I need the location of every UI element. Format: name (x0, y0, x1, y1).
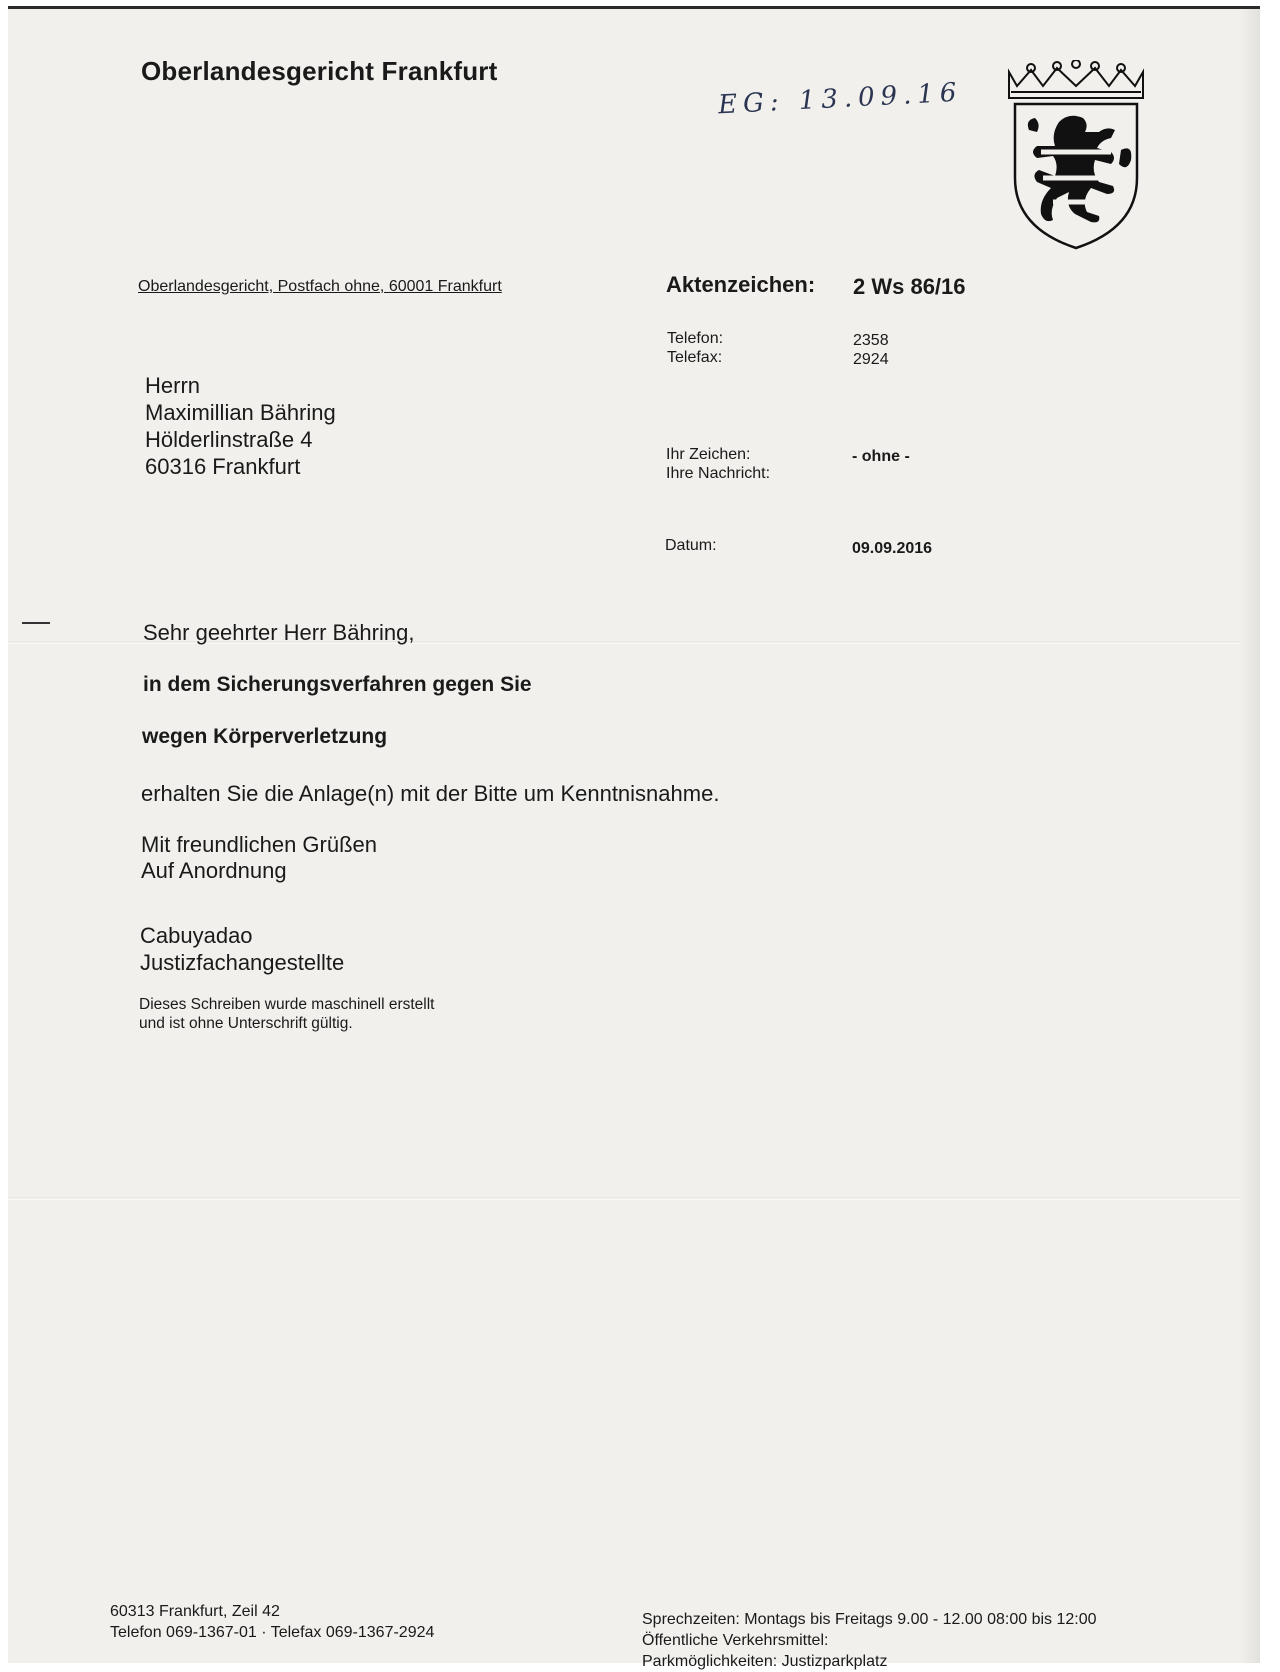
fold-line (8, 1197, 1260, 1200)
ihr-zeichen-label: Ihr Zeichen: (666, 446, 751, 463)
letter-subject-line-1: in dem Sicherungsverfahren gegen Sie (143, 673, 532, 696)
fold-mark (22, 622, 50, 624)
court-title: Oberlandesgericht Frankfurt (141, 56, 498, 86)
sender-return-address: Oberlandesgericht, Postfach ohne, 60001 Frankfurt (138, 278, 502, 295)
footer-address: 60313 Frankfurt, Zeil 42 (110, 1603, 280, 1620)
aktenzeichen-label: Aktenzeichen: (666, 272, 816, 297)
machine-notice-line-1: Dieses Schreiben wurde maschinell erstellt (139, 996, 435, 1013)
telefax-value: 2924 (853, 351, 889, 368)
recipient-salutation-line: Herrn (145, 373, 201, 398)
coat-of-arms-icon (1003, 60, 1149, 250)
datum-value: 09.09.2016 (852, 540, 933, 557)
footer-phone-fax: Telefon 069-1367-01 · Telefax 069-1367-2924 (110, 1624, 435, 1641)
recipient-city: 60316 Frankfurt (145, 454, 301, 479)
letter-closing-2: Auf Anordnung (141, 858, 287, 883)
datum-label: Datum: (665, 537, 717, 554)
machine-notice-line-2: und ist ohne Unterschrift gültig. (139, 1015, 353, 1032)
letter-body: erhalten Sie die Anlage(n) mit der Bitte um Kenntnisnahme. (141, 781, 720, 806)
ihre-nachricht-label: Ihre Nachricht: (666, 465, 771, 482)
footer-hours: Sprechzeiten: Montags bis Freitags 9.00 - 12.00 08:00 bis 12:00 (642, 1611, 1097, 1628)
footer-transit: Öffentliche Verkehrsmittel: (642, 1632, 829, 1649)
signer-title: Justizfachangestellte (140, 950, 345, 975)
aktenzeichen-value: 2 Ws 86/16 (853, 274, 966, 299)
telefon-value: 2358 (853, 332, 889, 349)
handwritten-receipt-note: EG: 13.09.16 (717, 77, 964, 121)
recipient-address (145, 372, 336, 480)
letter-closing-1: Mit freundlichen Grüßen (141, 832, 377, 857)
footer-contact (110, 1601, 434, 1643)
letter-greeting: Sehr geehrter Herr Bähring, (143, 620, 415, 645)
ihr-zeichen-value: - ohne - (852, 448, 910, 465)
footer-parking: Parkmöglichkeiten: Justizparkplatz (642, 1653, 888, 1670)
page-edge-shadow (1240, 9, 1260, 1663)
machine-notice (139, 995, 435, 1033)
recipient-name: Maximillian Bähring (145, 400, 336, 425)
telefax-label: Telefax: (667, 349, 723, 366)
telefon-label: Telefon: (667, 330, 724, 347)
letter-subject-line-2: wegen Körperverletzung (142, 725, 388, 748)
footer-office-info (642, 1609, 1097, 1672)
signer-name: Cabuyadao (140, 923, 253, 948)
recipient-street: Hölderlinstraße 4 (145, 427, 313, 452)
